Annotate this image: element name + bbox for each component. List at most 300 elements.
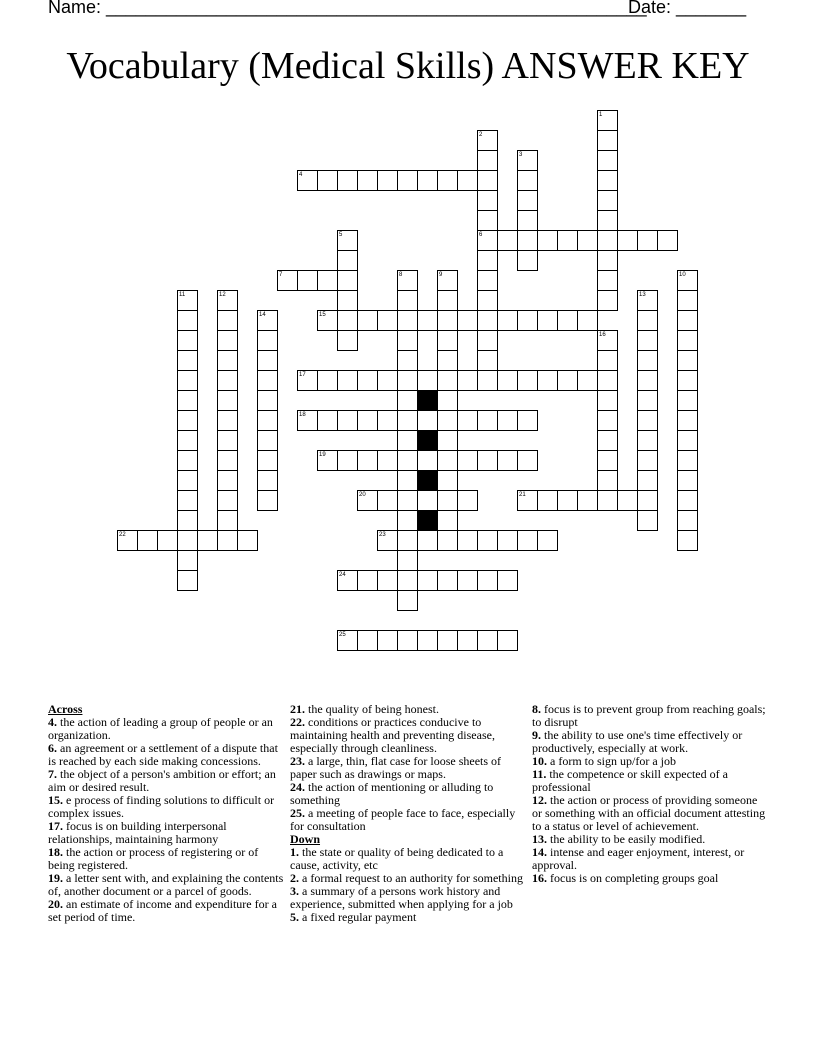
clue-number: 11. (532, 767, 547, 781)
clue-text: an agreement or a settlement of a dispute that is reached by each side making concessions. (48, 741, 278, 768)
crossword-cell[interactable] (257, 410, 278, 431)
clue-number: 4. (48, 715, 57, 729)
crossword-cell[interactable] (417, 630, 438, 651)
clue-number-label: 8 (399, 272, 403, 278)
clues-column-2 (290, 703, 528, 924)
crossword-cell[interactable] (337, 310, 358, 331)
clue-text: intense and eager enjoyment, interest, or approval. (532, 845, 745, 872)
crossword-cell[interactable] (397, 290, 418, 311)
crossword-cell[interactable] (557, 370, 578, 391)
crossword-cell[interactable] (177, 370, 198, 391)
crossword-cell[interactable] (637, 490, 658, 511)
crossword-cell[interactable] (357, 310, 378, 331)
crossword-cell[interactable] (517, 230, 538, 251)
clue-text: the ability to be easily modified. (547, 832, 706, 846)
crossword-cell[interactable] (657, 230, 678, 251)
crossword-cell[interactable] (677, 490, 698, 511)
clue-text: an estimate of income and expenditure for a set period of time. (48, 897, 277, 924)
crossword-cell[interactable] (257, 430, 278, 451)
crossword-cell[interactable] (637, 510, 658, 531)
crossword-cell[interactable] (597, 130, 618, 151)
crossword-cell[interactable] (597, 350, 618, 371)
crossword-cell[interactable] (637, 330, 658, 351)
crossword-cell[interactable] (557, 230, 578, 251)
clue-number: 2. (290, 871, 299, 885)
crossword-cell[interactable] (217, 350, 238, 371)
crossword-cell[interactable] (377, 170, 398, 191)
clue-number: 24. (290, 780, 305, 794)
crossword-cell[interactable] (437, 170, 458, 191)
crossword-black-cell (417, 390, 438, 411)
crossword-cell[interactable] (397, 410, 418, 431)
clue-number: 3. (290, 884, 299, 898)
clue-text: conditions or practices conducive to maintaining health and preventing disease, especially through cleanliness. (290, 715, 495, 755)
clue-number: 13. (532, 832, 547, 846)
crossword-cell[interactable] (437, 410, 458, 431)
crossword-cell[interactable] (517, 370, 538, 391)
date-field-label: Date: _______ (628, 0, 747, 17)
crossword-cell[interactable] (257, 350, 278, 371)
clue-item (532, 729, 768, 755)
clue-number-label: 2 (479, 132, 483, 138)
crossword-cell[interactable] (637, 390, 658, 411)
crossword-cell[interactable] (457, 630, 478, 651)
crossword-cell[interactable] (477, 450, 498, 471)
crossword-cell[interactable] (677, 410, 698, 431)
clue-number-label: 11 (179, 292, 186, 298)
crossword-cell[interactable] (217, 470, 238, 491)
crossword-cell[interactable] (597, 270, 618, 291)
crossword-cell[interactable] (677, 430, 698, 451)
clues-column-1 (48, 703, 284, 924)
clue-text: a letter sent with, and explaining the contents of, another document or a parcel of goods. (48, 871, 284, 898)
clue-number: 23. (290, 754, 305, 768)
crossword-cell[interactable] (677, 330, 698, 351)
clue-number-label: 22 (119, 532, 126, 538)
crossword-cell[interactable] (217, 390, 238, 411)
crossword-cell[interactable] (437, 350, 458, 371)
clue-text: the ability to use one's time effectively or productively, especially at work. (532, 728, 743, 755)
crossword-cell[interactable] (257, 390, 278, 411)
crossword-cell[interactable] (597, 190, 618, 211)
clue-item (532, 846, 768, 872)
crossword-cell[interactable] (457, 570, 478, 591)
clue-number-label: 10 (679, 272, 686, 278)
crossword-cell[interactable] (637, 370, 658, 391)
crossword-cell[interactable] (457, 170, 478, 191)
crossword-cell[interactable] (597, 230, 618, 251)
crossword-cell[interactable] (437, 490, 458, 511)
crossword-cell[interactable] (357, 370, 378, 391)
clue-item (532, 794, 768, 833)
crossword-cell[interactable] (217, 510, 238, 531)
name-field-label: Name: ______________________________________________________ (48, 0, 647, 17)
crossword-cell[interactable] (597, 410, 618, 431)
crossword-cell[interactable] (577, 490, 598, 511)
crossword-cell[interactable] (517, 410, 538, 431)
crossword-cell[interactable] (397, 390, 418, 411)
clue-item (290, 755, 528, 781)
crossword-cell[interactable] (617, 230, 638, 251)
crossword-cell[interactable] (377, 570, 398, 591)
crossword-cell[interactable] (157, 530, 178, 551)
crossword-cell[interactable] (217, 330, 238, 351)
crossword-cell[interactable] (677, 450, 698, 471)
crossword-cell[interactable] (677, 310, 698, 331)
crossword-cell[interactable] (437, 510, 458, 531)
crossword-cell[interactable] (417, 570, 438, 591)
crossword-cell[interactable] (397, 450, 418, 471)
crossword-cell[interactable] (437, 290, 458, 311)
crossword-cell[interactable] (597, 210, 618, 231)
crossword-cell[interactable] (357, 630, 378, 651)
crossword-cell[interactable] (497, 310, 518, 331)
crossword-cell[interactable] (477, 150, 498, 171)
clue-text: e process of finding solutions to difficult or complex issues. (48, 793, 275, 820)
crossword-cell[interactable] (437, 530, 458, 551)
crossword-cell[interactable] (437, 630, 458, 651)
crossword-cell[interactable] (477, 210, 498, 231)
crossword-cell[interactable] (357, 570, 378, 591)
clue-number-label: 13 (639, 292, 646, 298)
crossword-cell[interactable] (637, 450, 658, 471)
crossword-cell[interactable] (477, 330, 498, 351)
clue-number: 8. (532, 702, 541, 716)
clue-number-label: 12 (219, 292, 226, 298)
clue-number-label: 24 (339, 572, 346, 578)
clue-number-label: 15 (319, 312, 326, 318)
crossword-cell[interactable] (597, 290, 618, 311)
crossword-cell[interactable] (177, 410, 198, 431)
crossword-cell[interactable] (437, 330, 458, 351)
clue-number-label: 19 (319, 452, 326, 458)
clue-item (290, 911, 528, 924)
crossword-cell[interactable] (497, 230, 518, 251)
crossword-cell[interactable] (517, 210, 538, 231)
crossword-cell[interactable] (197, 530, 218, 551)
clue-number-label: 17 (299, 372, 306, 378)
down-heading: Down (290, 832, 321, 846)
clue-item (290, 716, 528, 755)
clue-number: 25. (290, 806, 305, 820)
crossword-cell[interactable] (477, 570, 498, 591)
crossword-cell[interactable] (337, 330, 358, 351)
crossword-cell[interactable] (417, 530, 438, 551)
crossword-cell[interactable] (457, 450, 478, 471)
crossword-cell[interactable] (537, 490, 558, 511)
crossword-cell[interactable] (337, 250, 358, 271)
crossword-cell[interactable] (397, 530, 418, 551)
crossword-cell[interactable] (377, 630, 398, 651)
crossword-cell[interactable] (337, 290, 358, 311)
crossword-cell[interactable] (217, 310, 238, 331)
crossword-cell[interactable] (177, 390, 198, 411)
crossword-cell[interactable] (417, 170, 438, 191)
crossword-cell[interactable] (457, 530, 478, 551)
clue-item (290, 885, 528, 911)
crossword-cell[interactable] (497, 570, 518, 591)
crossword-cell[interactable] (177, 510, 198, 531)
clue-text: a fixed regular payment (299, 910, 417, 924)
crossword-cell[interactable] (457, 370, 478, 391)
crossword-cell[interactable] (137, 530, 158, 551)
crossword-cell[interactable] (557, 490, 578, 511)
clue-item (48, 898, 284, 924)
down-clue-list (290, 846, 528, 924)
crossword-cell[interactable] (597, 170, 618, 191)
clue-text: the action of mentioning or alluding to something (290, 780, 494, 807)
crossword-cell[interactable] (357, 410, 378, 431)
crossword-cell[interactable] (677, 350, 698, 371)
crossword-cell[interactable] (357, 450, 378, 471)
crossword-cell[interactable] (477, 530, 498, 551)
crossword-black-cell (417, 430, 438, 451)
crossword-cell[interactable] (637, 430, 658, 451)
clue-number-label: 18 (299, 412, 306, 418)
crossword-cell[interactable] (577, 370, 598, 391)
clue-text: the action or process of providing someone or something with an official document attesting to a status or level of achievement. (532, 793, 766, 833)
crossword-cell[interactable] (317, 370, 338, 391)
crossword-cell[interactable] (497, 630, 518, 651)
crossword-cell[interactable] (317, 170, 338, 191)
crossword-cell[interactable] (397, 590, 418, 611)
crossword-cell[interactable] (597, 430, 618, 451)
crossword-cell[interactable] (477, 190, 498, 211)
crossword-cell[interactable] (437, 370, 458, 391)
crossword-cell[interactable] (177, 330, 198, 351)
crossword-cell[interactable] (517, 450, 538, 471)
clue-number: 21. (290, 702, 305, 716)
down-clue-list-continued (532, 703, 768, 885)
crossword-cell[interactable] (437, 450, 458, 471)
crossword-cell[interactable] (637, 230, 658, 251)
crossword-cell[interactable] (317, 410, 338, 431)
crossword-cell[interactable] (397, 370, 418, 391)
crossword-cell[interactable] (477, 250, 498, 271)
crossword-cell[interactable] (257, 330, 278, 351)
clue-text: focus is to prevent group from reaching goals; to disrupt (532, 702, 766, 729)
crossword-cell[interactable] (177, 450, 198, 471)
clue-item (48, 768, 284, 794)
crossword-cell[interactable] (397, 550, 418, 571)
crossword-cell[interactable] (497, 530, 518, 551)
crossword-cell[interactable] (577, 310, 598, 331)
crossword-cell[interactable] (177, 490, 198, 511)
crossword-cell[interactable] (597, 450, 618, 471)
crossword-cell[interactable] (337, 270, 358, 291)
clue-number-label: 5 (339, 232, 343, 238)
crossword-cell[interactable] (297, 270, 318, 291)
crossword-cell[interactable] (637, 470, 658, 491)
crossword-cell[interactable] (377, 490, 398, 511)
crossword-cell[interactable] (337, 370, 358, 391)
clue-item (290, 807, 528, 833)
crossword-cell[interactable] (397, 430, 418, 451)
crossword-cell[interactable] (637, 350, 658, 371)
crossword-cell[interactable] (397, 510, 418, 531)
crossword-cell[interactable] (537, 230, 558, 251)
crossword-cell[interactable] (577, 230, 598, 251)
crossword-cell[interactable] (217, 370, 238, 391)
crossword-cell[interactable] (417, 310, 438, 331)
crossword-cell[interactable] (417, 370, 438, 391)
crossword-cell[interactable] (377, 410, 398, 431)
clue-text: a summary of a persons work history and experience, submitted when applying for a job (290, 884, 513, 911)
clue-number: 18. (48, 845, 63, 859)
crossword-cell[interactable] (177, 570, 198, 591)
clue-text: a formal request to an authority for something (299, 871, 523, 885)
crossword-cell[interactable] (437, 390, 458, 411)
clue-item (48, 872, 284, 898)
crossword-cell[interactable] (417, 410, 438, 431)
crossword-cell[interactable] (537, 370, 558, 391)
crossword-cell[interactable] (177, 550, 198, 571)
crossword-cell[interactable] (537, 310, 558, 331)
crossword-cell[interactable] (217, 410, 238, 431)
clue-text: the state or quality of being dedicated to a cause, activity, etc (290, 845, 504, 872)
crossword-cell[interactable] (677, 370, 698, 391)
crossword-cell[interactable] (397, 630, 418, 651)
crossword-cell[interactable] (597, 390, 618, 411)
clue-number-label: 23 (379, 532, 386, 538)
clue-text: the quality of being honest. (305, 702, 439, 716)
crossword-cell[interactable] (337, 450, 358, 471)
crossword-cell[interactable] (677, 470, 698, 491)
clue-item (48, 820, 284, 846)
crossword-cell[interactable] (457, 410, 478, 431)
clue-item (532, 703, 768, 729)
clue-text: the action of leading a group of people or an organization. (48, 715, 273, 742)
crossword-cell[interactable] (257, 450, 278, 471)
crossword-cell[interactable] (457, 310, 478, 331)
clue-number-label: 1 (599, 112, 603, 118)
crossword-cell[interactable] (517, 170, 538, 191)
crossword-cell[interactable] (317, 270, 338, 291)
crossword-cell[interactable] (397, 350, 418, 371)
crossword-cell[interactable] (237, 530, 258, 551)
crossword-cell[interactable] (677, 510, 698, 531)
clue-number-label: 21 (519, 492, 526, 498)
crossword-cell[interactable] (597, 370, 618, 391)
crossword-black-cell (417, 470, 438, 491)
crossword-cell[interactable] (597, 150, 618, 171)
clues-column-3 (532, 703, 768, 885)
crossword-cell[interactable] (517, 530, 538, 551)
crossword-cell[interactable] (177, 470, 198, 491)
crossword-cell[interactable] (477, 370, 498, 391)
crossword-cell[interactable] (517, 190, 538, 211)
clue-number: 20. (48, 897, 63, 911)
clue-item (290, 781, 528, 807)
crossword-cell[interactable] (177, 350, 198, 371)
crossword-cell[interactable] (497, 370, 518, 391)
crossword-cell[interactable] (537, 530, 558, 551)
clue-item (290, 846, 528, 872)
crossword-cell[interactable] (677, 290, 698, 311)
crossword-cell[interactable] (177, 430, 198, 451)
crossword-cell[interactable] (597, 250, 618, 271)
clue-text: a meeting of people face to face, especially for consultation (290, 806, 516, 833)
crossword-cell[interactable] (477, 630, 498, 651)
crossword-cell[interactable] (177, 530, 198, 551)
crossword-cell[interactable] (477, 270, 498, 291)
clue-text: the competence or skill expected of a professional (532, 767, 728, 794)
clue-number: 1. (290, 845, 299, 859)
across-heading: Across (48, 702, 83, 716)
crossword-cell[interactable] (677, 530, 698, 551)
crossword-cell[interactable] (497, 410, 518, 431)
crossword-cell[interactable] (637, 410, 658, 431)
crossword-cell[interactable] (217, 430, 238, 451)
crossword-cell[interactable] (417, 490, 438, 511)
clue-text: a form to sign up/for a job (547, 754, 676, 768)
crossword-cell[interactable] (457, 490, 478, 511)
clue-number-label: 9 (439, 272, 443, 278)
crossword-cell[interactable] (377, 450, 398, 471)
crossword-cell[interactable] (517, 250, 538, 271)
crossword-cell[interactable] (377, 370, 398, 391)
crossword-cell[interactable] (337, 410, 358, 431)
crossword-cell[interactable] (177, 310, 198, 331)
crossword-cell[interactable] (437, 470, 458, 491)
crossword-cell[interactable] (477, 310, 498, 331)
crossword-cell[interactable] (437, 310, 458, 331)
crossword-cell[interactable] (477, 350, 498, 371)
clue-number-label: 4 (299, 172, 303, 178)
crossword-cell[interactable] (497, 450, 518, 471)
crossword-cell[interactable] (397, 490, 418, 511)
crossword-cell[interactable] (217, 450, 238, 471)
crossword-black-cell (417, 510, 438, 531)
clue-number: 22. (290, 715, 305, 729)
crossword-cell[interactable] (257, 490, 278, 511)
crossword-cell[interactable] (677, 390, 698, 411)
crossword-cell[interactable] (397, 170, 418, 191)
crossword-cell[interactable] (477, 410, 498, 431)
crossword-cell[interactable] (477, 170, 498, 191)
crossword-cell[interactable] (617, 490, 638, 511)
crossword-cell[interactable] (397, 470, 418, 491)
crossword-cell[interactable] (397, 310, 418, 331)
clue-text: a large, thin, flat case for loose sheets of paper such as drawings or maps. (290, 754, 502, 781)
crossword-cell[interactable] (217, 530, 238, 551)
crossword-cell[interactable] (597, 470, 618, 491)
crossword-cell[interactable] (397, 330, 418, 351)
crossword-cell[interactable] (637, 310, 658, 331)
crossword-cell[interactable] (437, 430, 458, 451)
crossword-cell[interactable] (377, 310, 398, 331)
crossword-cell[interactable] (557, 310, 578, 331)
crossword-cell[interactable] (257, 470, 278, 491)
clue-number-label: 3 (519, 152, 523, 158)
crossword-cell[interactable] (397, 570, 418, 591)
crossword-cell[interactable] (337, 170, 358, 191)
clue-number: 6. (48, 741, 57, 755)
crossword-cell[interactable] (597, 490, 618, 511)
crossword-cell[interactable] (257, 370, 278, 391)
clue-item (532, 872, 768, 885)
crossword-cell[interactable] (217, 490, 238, 511)
clue-text: the object of a person's ambition or effort; an aim or desired result. (48, 767, 276, 794)
crossword-cell[interactable] (477, 290, 498, 311)
crossword-cell[interactable] (517, 310, 538, 331)
clue-item (48, 742, 284, 768)
clue-item (48, 846, 284, 872)
clue-number: 17. (48, 819, 63, 833)
crossword-cell[interactable] (417, 450, 438, 471)
crossword-cell[interactable] (437, 570, 458, 591)
crossword-cell[interactable] (357, 170, 378, 191)
